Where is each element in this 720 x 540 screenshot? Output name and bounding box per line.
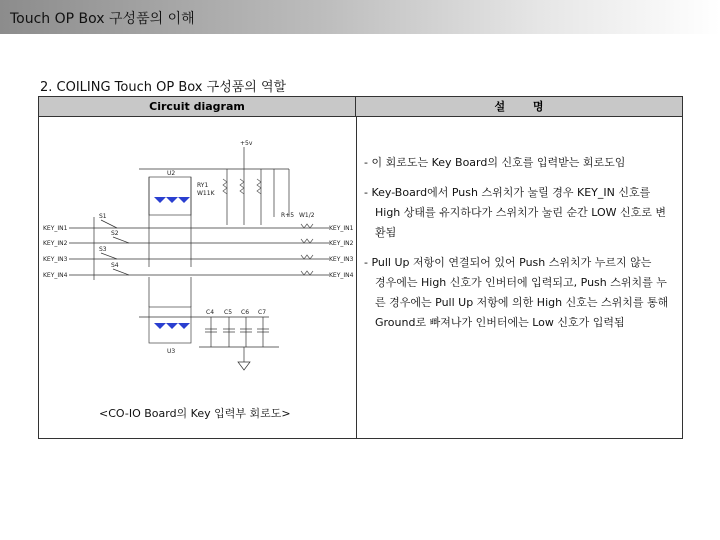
rn-value-label: W11K: [197, 190, 215, 197]
description-item-2-line-2: High 상태를 유지하다가 스위치가 눌린 순간 LOW 신호로 변: [375, 206, 667, 219]
r-value-label: W1/2: [299, 212, 315, 219]
cap-label-4: C7: [258, 309, 267, 316]
rn-label: RY1: [197, 182, 209, 189]
input-label-3: KEY_IN3: [43, 256, 68, 263]
cap-label-1: C4: [206, 309, 215, 316]
description-item-1: - 이 회로도는 Key Board의 신호를 입력받는 회로도임: [364, 156, 626, 169]
description-text: [364, 153, 674, 343]
switch-label-4: S4: [111, 262, 119, 269]
circuit-column-header: Circuit diagram: [39, 97, 356, 117]
section-title: 2. COILING Touch OP Box 구성품의 역할: [40, 80, 287, 95]
description-item-3-line-2: 경우에는 High 신호가 인버터에 입력되고, Push 스위치를 누: [375, 276, 667, 289]
input-label-2: KEY_IN2: [43, 240, 68, 247]
description-item-2-line-1: - Key-Board에서 Push 스위치가 눌릴 경우 KEY_IN 신호를: [364, 186, 651, 199]
circuit-diagram: [39, 117, 356, 417]
u2-label: U2: [167, 170, 176, 177]
switch-label-1: S1: [99, 213, 107, 220]
cap-label-3: C6: [241, 309, 250, 316]
u3-label: U3: [167, 348, 176, 355]
switch-label-2: S2: [111, 230, 119, 237]
description-item-3-line-3: 른 경우에는 Pull Up 저항에 의한 High 신호는 스위치를 통해: [375, 296, 669, 309]
description-header-char-2: 명: [532, 100, 544, 113]
description-header-char-1: 설: [494, 100, 506, 113]
circuit-caption: <CO-IO Board의 Key 입력부 회로도>: [99, 407, 291, 420]
vcc-label: +5v: [240, 140, 253, 147]
description-item-3: [364, 253, 674, 333]
output-label-4: KEY_IN4: [329, 272, 354, 279]
content-table: [38, 96, 683, 439]
output-label-3: KEY_IN3: [329, 256, 354, 263]
input-label-1: KEY_IN1: [43, 225, 68, 232]
cap-label-2: C5: [224, 309, 233, 316]
input-label-4: KEY_IN4: [43, 272, 68, 279]
page-title: Touch OP Box 구성품의 이해: [10, 11, 195, 27]
description-item-3-line-1: - Pull Up 저항이 연결되어 있어 Push 스위치가 누르지 않는: [364, 256, 652, 269]
output-label-1: KEY_IN1: [329, 225, 354, 232]
switch-label-3: S3: [99, 246, 107, 253]
column-divider: [356, 117, 357, 438]
description-column-header: [356, 97, 682, 117]
output-label-2: KEY_IN2: [329, 240, 354, 247]
title-bar: [0, 0, 720, 34]
description-item-3-line-4: Ground로 빠져나가 인버터에는 Low 신호가 입력됨: [375, 316, 625, 329]
description-item-2-line-3: 환됨: [375, 226, 397, 239]
description-item-2: [364, 183, 674, 243]
r-label: R+5: [281, 212, 295, 219]
